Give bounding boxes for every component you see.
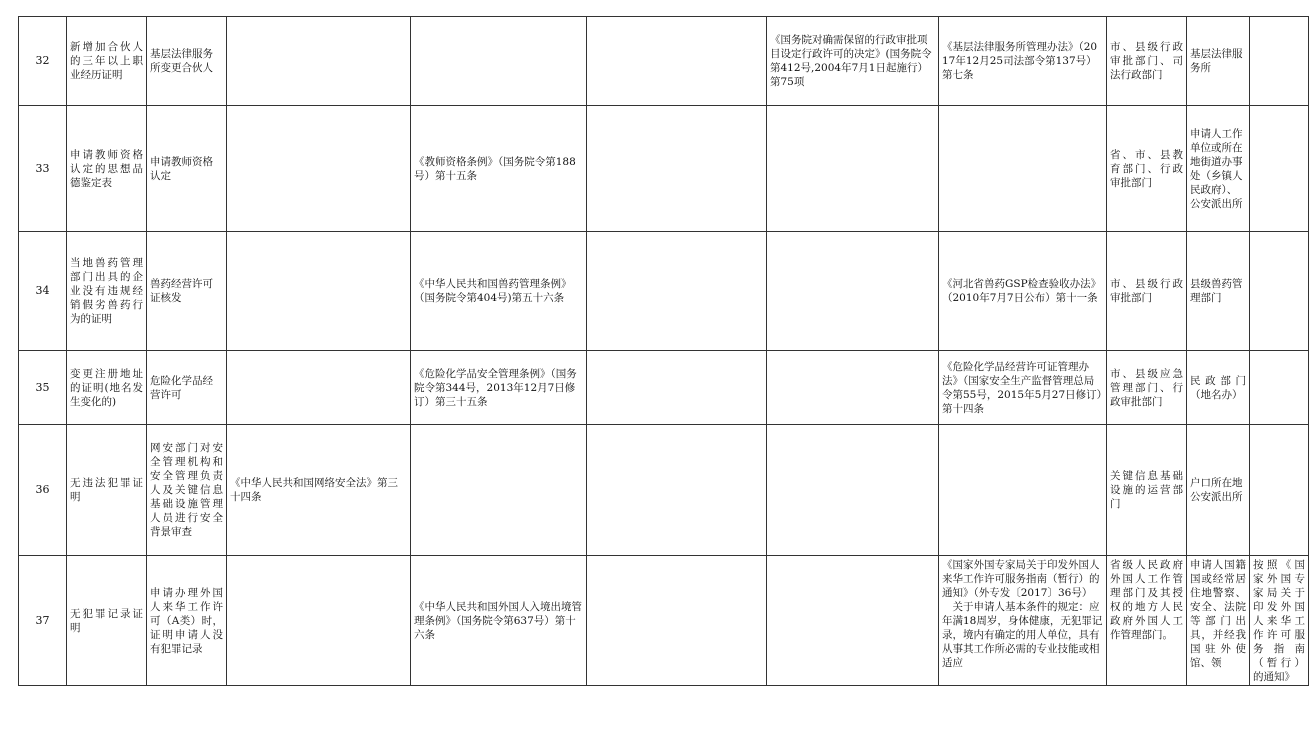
regulation-basis bbox=[411, 425, 587, 556]
remark-text: 按照《国家外国专家局关于印发外国人来华工作许可服务指南（暂行）的通知》 bbox=[1253, 559, 1305, 683]
law-basis bbox=[227, 556, 411, 686]
requesting-department-text: 省级人民政府外国人工作管理部门及其授权的地方人民政府外国人工作管理部门。 bbox=[1110, 559, 1183, 641]
remark bbox=[1250, 425, 1309, 556]
table-row bbox=[19, 232, 1309, 351]
certificate-material: 当地兽药管理部门出具的企业没有违规经销假劣兽药行为的证明 bbox=[67, 232, 147, 351]
law-basis bbox=[227, 17, 411, 106]
departmental-rule-basis: 《河北省兽药GSP检查验收办法》（2010年7月7日公布）第十一条 bbox=[939, 232, 1107, 351]
regulation-basis: 《危险化学品安全管理条例》（国务院令第344号，2013年12月7日修订）第三十五条 bbox=[411, 351, 587, 425]
departmental-rule-basis bbox=[939, 106, 1107, 232]
local-regulation-basis bbox=[587, 232, 767, 351]
certificate-table bbox=[18, 16, 1309, 686]
issuing-unit-text: 申请人国籍国或经常居住地警察、安全、法院等部门出具，并经我国驻外使馆、领 bbox=[1190, 559, 1246, 669]
requesting-department: 市、县级应急管理部门、行政审批部门 bbox=[1107, 351, 1187, 425]
local-regulation-basis bbox=[587, 425, 767, 556]
requesting-department: 市、县级行政审批部门 bbox=[1107, 232, 1187, 351]
departmental-rule-basis bbox=[939, 556, 1107, 686]
local-regulation-basis bbox=[587, 17, 767, 106]
certificate-material: 变更注册地址的证明(地名发生变化的) bbox=[67, 351, 147, 425]
row-number: 34 bbox=[19, 232, 67, 351]
service-matter: 申请办理外国人来华工作许可（A类）时，证明申请人没有犯罪记录 bbox=[147, 556, 227, 686]
service-matter: 兽药经营许可证核发 bbox=[147, 232, 227, 351]
remark bbox=[1250, 351, 1309, 425]
certificate-material: 申请教师资格认定的思想品德鉴定表 bbox=[67, 106, 147, 232]
certificate-material: 无犯罪记录证明 bbox=[67, 556, 147, 686]
row-number: 36 bbox=[19, 425, 67, 556]
table-row bbox=[19, 351, 1309, 425]
local-regulation-basis bbox=[587, 106, 767, 232]
remark bbox=[1250, 232, 1309, 351]
state-council-decision-basis: 《国务院对确需保留的行政审批项目设定行政许可的决定》(国务院令第412号,2004年7月1日起施行）第75项 bbox=[767, 17, 939, 106]
requesting-department bbox=[1107, 556, 1187, 686]
table-row bbox=[19, 17, 1309, 106]
service-matter: 基层法律服务所变更合伙人 bbox=[147, 17, 227, 106]
regulation-basis: 《教师资格条例》（国务院令第188号）第十五条 bbox=[411, 106, 587, 232]
issuing-unit: 县级兽药管理部门 bbox=[1187, 232, 1250, 351]
regulation-basis: 《中华人民共和国外国人入境出境管理条例》（国务院令第637号）第十六条 bbox=[411, 556, 587, 686]
state-council-decision-basis bbox=[767, 232, 939, 351]
row-number: 37 bbox=[19, 556, 67, 686]
issuing-unit bbox=[1187, 556, 1250, 686]
departmental-rule-text: 《国家外国专家局关于印发外国人来华工作许可服务指南（暂行）的通知》（外专发〔2017〕36号） 关于申请人基本条件的规定：应年满18周岁，身体健康，无犯罪记录，境内有确定的用人单位，具有从事其工作所必需的专业技能或相适应 bbox=[942, 559, 1103, 669]
issuing-unit: 户口所在地公安派出所 bbox=[1187, 425, 1250, 556]
remark bbox=[1250, 556, 1309, 686]
document-page bbox=[18, 16, 1309, 686]
state-council-decision-basis bbox=[767, 556, 939, 686]
requesting-department: 关键信息基础设施的运营部门 bbox=[1107, 425, 1187, 556]
state-council-decision-basis bbox=[767, 106, 939, 232]
state-council-decision-basis bbox=[767, 351, 939, 425]
service-matter: 申请教师资格认定 bbox=[147, 106, 227, 232]
requesting-department: 省、市、县教育部门、行政审批部门 bbox=[1107, 106, 1187, 232]
law-basis bbox=[227, 232, 411, 351]
requesting-department: 市、县级行政审批部门、司法行政部门 bbox=[1107, 17, 1187, 106]
remark bbox=[1250, 106, 1309, 232]
regulation-basis bbox=[411, 17, 587, 106]
local-regulation-basis bbox=[587, 556, 767, 686]
law-basis bbox=[227, 106, 411, 232]
departmental-rule-basis: 《危险化学品经营许可证管理办法》（国家安全生产监督管理总局令第55号，2015年5月27日修订）第十四条 bbox=[939, 351, 1107, 425]
service-matter: 危险化学品经营许可 bbox=[147, 351, 227, 425]
departmental-rule-basis: 《基层法律服务所管理办法》（2017年12月25司法部令第137号）第七条 bbox=[939, 17, 1107, 106]
table-row bbox=[19, 556, 1309, 686]
row-number: 32 bbox=[19, 17, 67, 106]
certificate-material: 无违法犯罪证明 bbox=[67, 425, 147, 556]
certificate-material: 新增加合伙人的三年以上职业经历证明 bbox=[67, 17, 147, 106]
departmental-rule-basis bbox=[939, 425, 1107, 556]
table-row bbox=[19, 106, 1309, 232]
table-row bbox=[19, 425, 1309, 556]
law-basis: 《中华人民共和国网络安全法》第三十四条 bbox=[227, 425, 411, 556]
issuing-unit: 申请人工作单位或所在地街道办事处（乡镇人民政府）、公安派出所 bbox=[1187, 106, 1250, 232]
law-basis bbox=[227, 351, 411, 425]
row-number: 35 bbox=[19, 351, 67, 425]
issuing-unit: 基层法律服务所 bbox=[1187, 17, 1250, 106]
regulation-basis: 《中华人民共和国兽药管理条例》（国务院令第404号)第五十六条 bbox=[411, 232, 587, 351]
local-regulation-basis bbox=[587, 351, 767, 425]
issuing-unit: 民政部门（地名办） bbox=[1187, 351, 1250, 425]
state-council-decision-basis bbox=[767, 425, 939, 556]
service-matter: 网安部门对安全管理机构和安全管理负责人及关键信息基础设施管理人员进行安全背景审查 bbox=[147, 425, 227, 556]
remark bbox=[1250, 17, 1309, 106]
row-number: 33 bbox=[19, 106, 67, 232]
